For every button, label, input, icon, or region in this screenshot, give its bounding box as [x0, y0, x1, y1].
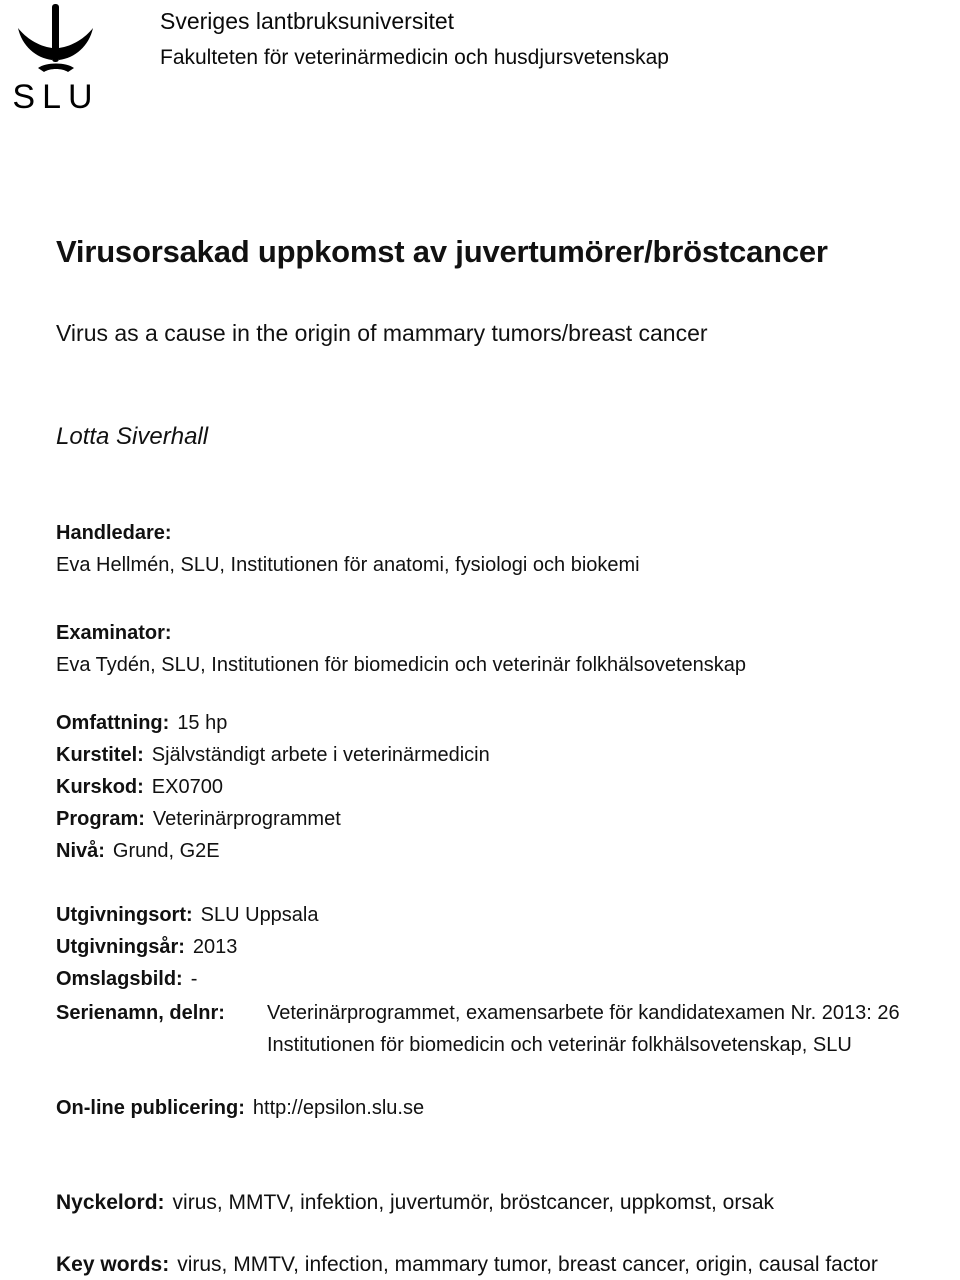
- scope-value: 15 hp: [177, 712, 228, 734]
- year-value: 2013: [192, 936, 238, 958]
- scope-row: [56, 712, 227, 735]
- online-row: [56, 1097, 424, 1120]
- university-name: Sveriges lantbruksuniversitet: [160, 8, 455, 34]
- keywords-swedish-label: Nyckelord:: [56, 1191, 165, 1214]
- course-code-row: [56, 776, 223, 799]
- faculty-name: Fakulteten för veterinärmedicin och husdjursvetenskap: [160, 46, 669, 69]
- logo-text: SLU: [12, 78, 100, 114]
- course-title-row: [56, 744, 490, 767]
- level-label: Nivå:: [56, 840, 105, 862]
- program-label: Program:: [56, 808, 145, 830]
- slu-logo: [8, 2, 104, 114]
- cover-row: [56, 968, 197, 991]
- keywords-english-row: [56, 1253, 878, 1277]
- keywords-swedish-row: [56, 1191, 774, 1215]
- cover-value: -: [190, 968, 198, 990]
- year-label: Utgivningsår:: [56, 936, 185, 958]
- place-row: [56, 904, 319, 927]
- examiner-value: Eva Tydén, SLU, Institutionen för biomedicin och veterinär folkhälsovetenskap: [56, 654, 747, 676]
- place-value: SLU Uppsala: [200, 904, 319, 926]
- place-label: Utgivningsort:: [56, 904, 193, 926]
- course-code-label: Kurskod:: [56, 776, 144, 798]
- online-link[interactable]: http://epsilon.slu.se: [252, 1097, 425, 1119]
- thesis-title-swedish: Virusorsakad uppkomst av juvertumörer/bröstcancer: [56, 234, 828, 269]
- series-line-2: Institutionen för biomedicin och veterinär folkhälsovetenskap, SLU: [267, 1034, 852, 1056]
- keywords-swedish-value: virus, MMTV, infektion, juvertumör, bröstcancer, uppkomst, orsak: [172, 1191, 774, 1214]
- cover-label: Omslagsbild:: [56, 968, 183, 990]
- online-label: On-line publicering:: [56, 1097, 245, 1119]
- supervisor-value: Eva Hellmén, SLU, Institutionen för anatomi, fysiologi och biokemi: [56, 554, 640, 576]
- course-code-value: EX0700: [151, 776, 223, 798]
- series-line-1: Veterinärprogrammet, examensarbete för kandidatexamen Nr. 2013: 26: [267, 1002, 900, 1024]
- year-row: [56, 936, 237, 959]
- keywords-english-label: Key words:: [56, 1253, 170, 1276]
- author-name: Lotta Siverhall: [56, 423, 209, 450]
- examiner-label: Examinator:: [56, 622, 172, 644]
- course-title-value: Självständigt arbete i veterinärmedicin: [151, 744, 490, 766]
- supervisor-label: Handledare:: [56, 522, 172, 544]
- program-value: Veterinärprogrammet: [152, 808, 341, 830]
- series-label: Serienamn, delnr:: [56, 1002, 225, 1024]
- course-title-label: Kurstitel:: [56, 744, 144, 766]
- level-row: [56, 840, 220, 863]
- scope-label: Omfattning:: [56, 712, 170, 734]
- level-value: Grund, G2E: [112, 840, 220, 862]
- program-row: [56, 808, 341, 831]
- keywords-english-value: virus, MMTV, infection, mammary tumor, breast cancer, origin, causal factor: [177, 1253, 878, 1276]
- plant-symbol-icon: [18, 4, 93, 72]
- thesis-title-english: Virus as a cause in the origin of mammary tumors/breast cancer: [56, 320, 708, 346]
